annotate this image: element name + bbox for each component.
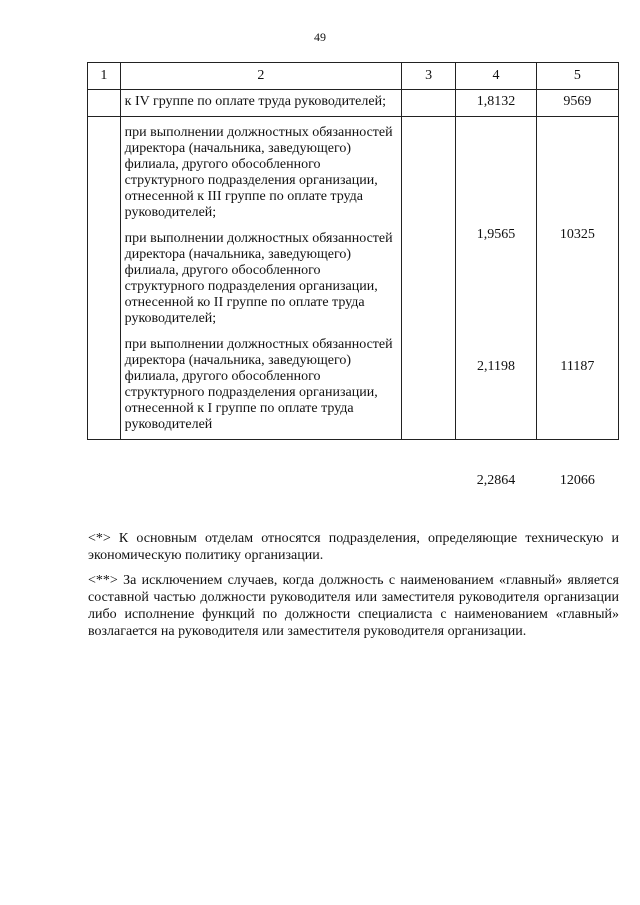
cell-description	[120, 117, 401, 440]
header-col-4: 4	[456, 63, 536, 90]
page-number: 49	[314, 30, 326, 44]
salary-value: 11187	[560, 359, 595, 374]
description-block: при выполнении должностных обязанностей директора (начальника, заведующего) филиала, другого обособленного структурного подразделения организации, отнесенной к I группе по оплате труда руководителей	[124, 337, 393, 432]
salary-value: 10325	[559, 227, 595, 242]
tariff-table	[87, 62, 619, 488]
table-row	[88, 117, 619, 440]
header-col-5: 5	[536, 63, 618, 90]
cell-coefficient: 1,8132	[456, 90, 536, 117]
description-block: при выполнении должностных обязанностей директора (начальника, заведующего) филиала, другого обособленного структурного подразделения организации, отнесенной к III группе по оплате труда руководителей;	[124, 125, 393, 220]
footnotes	[88, 530, 619, 648]
cell-col-3	[402, 117, 456, 440]
cell-col-1	[88, 117, 121, 440]
description-block: при выполнении должностных обязанностей директора (начальника, заведующего) филиала, другого обособленного структурного подразделения организации, отнесенной ко II группе по оплате труда руководителей;	[124, 231, 393, 326]
header-col-2: 2	[120, 63, 401, 90]
table-header-row	[88, 63, 619, 90]
table-row	[88, 90, 619, 117]
cell-col-3	[402, 90, 456, 117]
coefficient-value: 2,1198	[477, 359, 516, 374]
cell-description: к IV группе по оплате труда руководителей;	[120, 90, 401, 117]
header-col-3: 3	[402, 63, 456, 90]
cell-col-1	[88, 90, 121, 117]
cell-salary	[536, 117, 618, 488]
cell-salary: 9569	[536, 90, 618, 117]
coefficient-value: 1,9565	[476, 227, 516, 242]
footnote: <*> К основным отделам относятся подразделения, определяющие техническую и экономическую политику организации.	[88, 531, 619, 563]
coefficient-value: 2,2864	[476, 473, 516, 488]
cell-coefficient	[456, 117, 536, 488]
salary-value: 12066	[559, 473, 595, 488]
footnote: <**> За исключением случаев, когда должность с наименованием «главный» является составной частью должности руководителя или заместителя руководителя организации либо исполнение функций по должности специалиста с наименованием «главный» возлагается на руководителя или заместителя руководителя организации.	[88, 573, 619, 639]
header-col-1: 1	[88, 63, 121, 90]
